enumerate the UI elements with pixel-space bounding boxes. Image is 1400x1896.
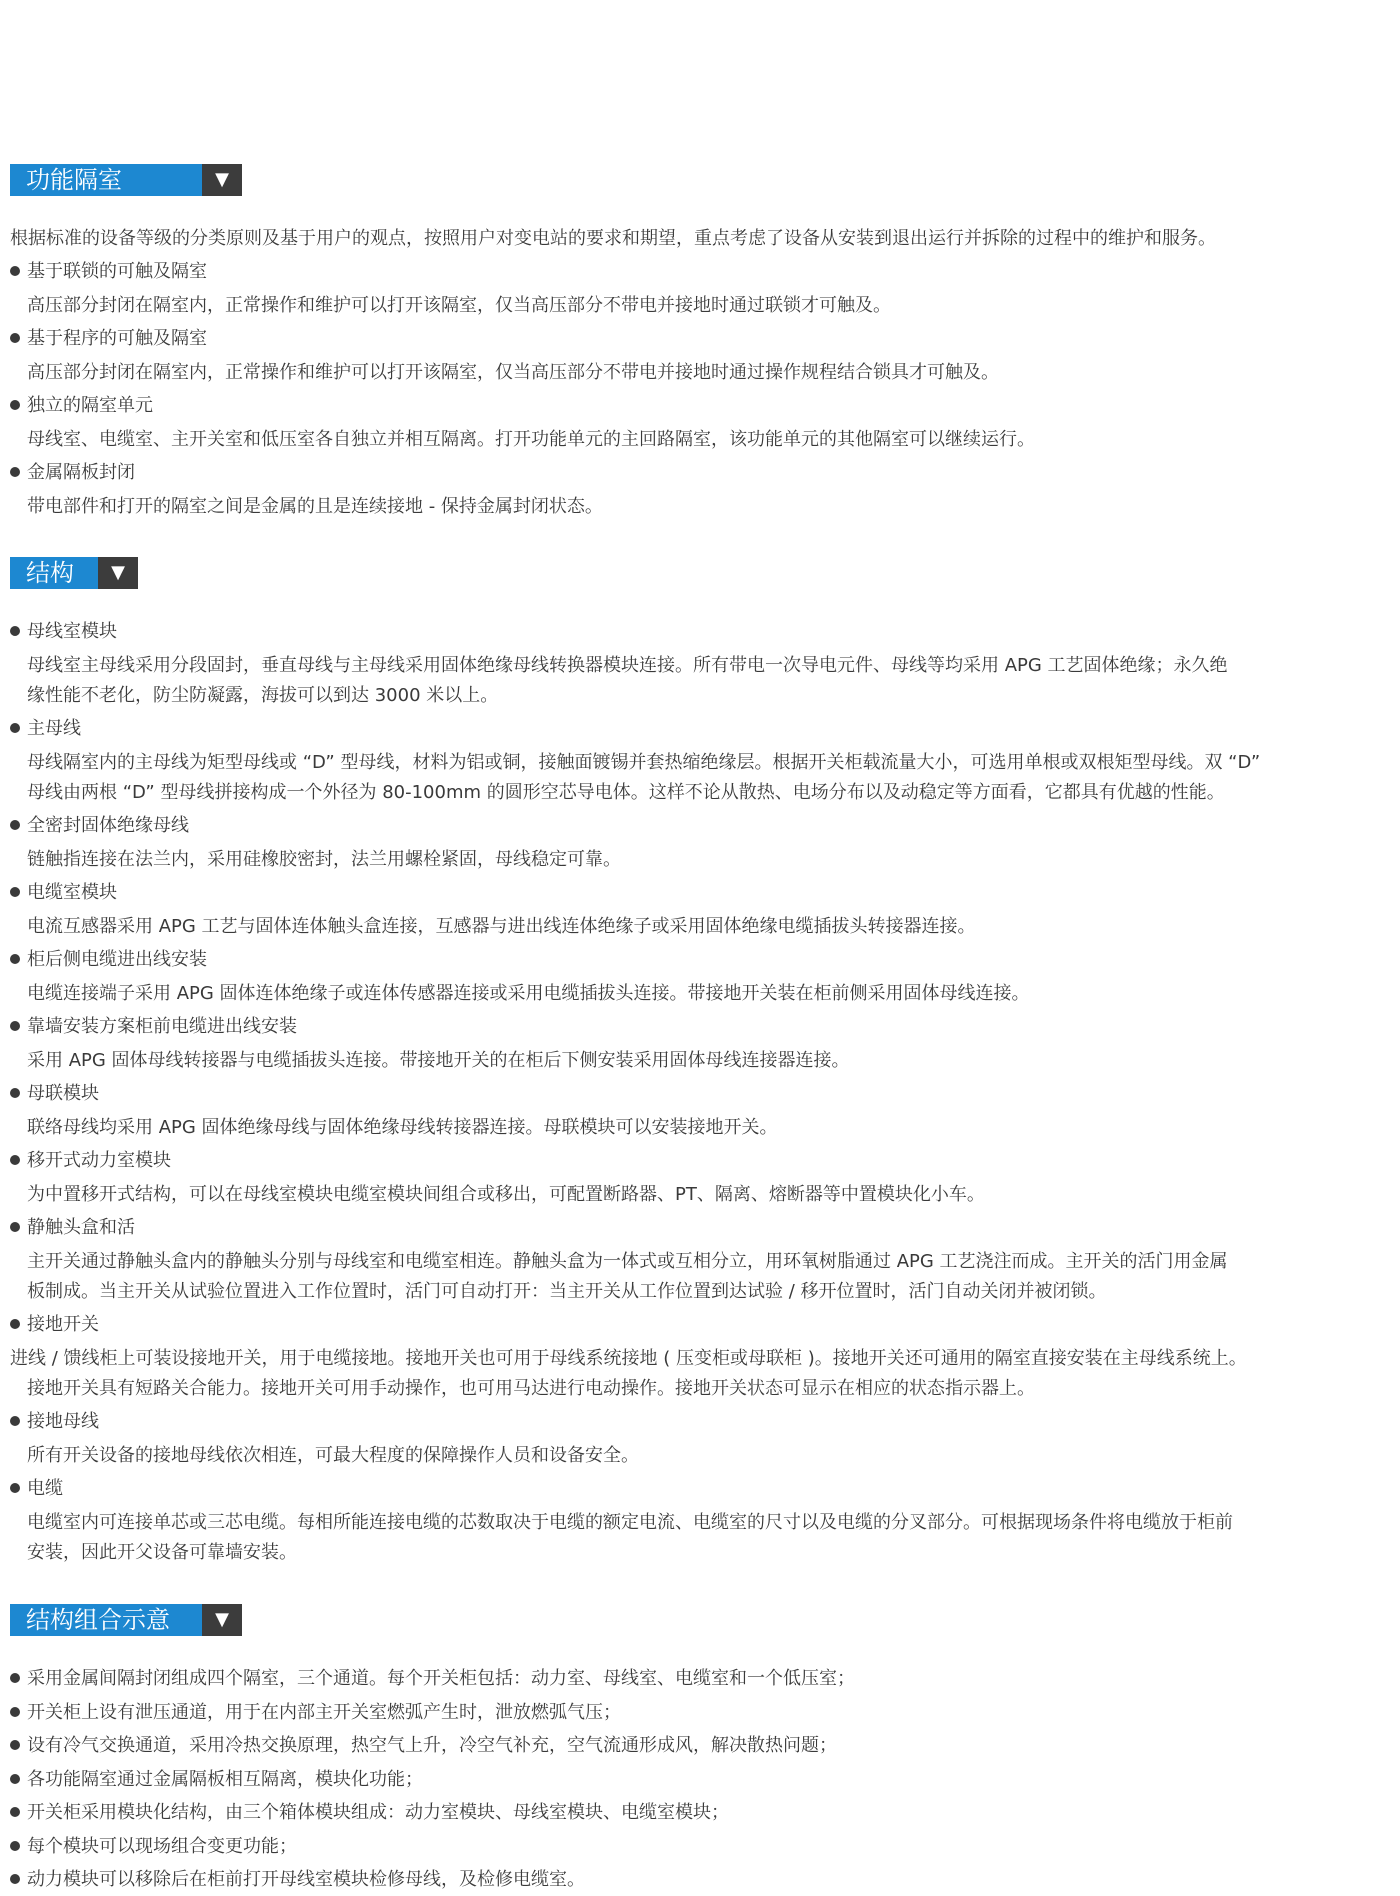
dropdown-arrow-icon[interactable]: ▼ (202, 1604, 242, 1636)
bullet-icon (10, 400, 20, 410)
list-item (10, 809, 189, 842)
bullet-icon (10, 1021, 20, 1031)
bullet-icon (10, 1874, 20, 1884)
item-text: 动力模块可以移除后在柜前打开母线室模块检修母线，及检修电缆室。 (27, 1869, 585, 1890)
item-description: 板制成。当主开关从试验位置进入工作位置时，活门可自动打开：当主开关从工作位置到达试验 / 移开位置时，活门自动关闭并被闭锁。 (27, 1281, 1107, 1302)
list-item (10, 1144, 171, 1177)
item-heading: 全密封固体绝缘母线 (27, 815, 189, 836)
item-heading: 移开式动力室模块 (27, 1150, 171, 1171)
item-heading: 金属隔板封闭 (27, 462, 135, 483)
item-heading: 母线室模块 (27, 621, 117, 642)
section-header[interactable] (10, 557, 138, 589)
item-description: 母线由两根 “D” 型母线拼接构成一个外径为 80-100mm 的圆形空芯导电体。这样不论从散热、电场分布以及动稳定等方面看，它都具有优越的性能。 (27, 782, 1225, 803)
bullet-icon (10, 1807, 20, 1817)
bullet-icon (10, 1483, 20, 1493)
bullet-icon (10, 1088, 20, 1098)
section-title: 结构 (10, 557, 98, 589)
bullet-icon (10, 1319, 20, 1329)
item-description: 母线室主母线采用分段固封，垂直母线与主母线采用固体绝缘母线转换器模块连接。所有带电一次导电元件、母线等均采用 APG 工艺固体绝缘；永久绝 (27, 655, 1228, 676)
item-description: 主开关通过静触头盒内的静触头分别与母线室和电缆室相连。静触头盒为一体式或互相分立，用环氧树脂通过 APG 工艺浇注而成。主开关的活门用金属 (27, 1251, 1228, 1272)
list-item (10, 322, 207, 355)
item-description: 电缆室内可连接单芯或三芯电缆。每相所能连接电缆的芯数取决于电缆的额定电流、电缆室的尺寸以及电缆的分叉部分。可根据现场条件将电缆放于柜前 (27, 1512, 1233, 1533)
item-text: 各功能隔室通过金属隔板相互隔离，模块化功能； (27, 1769, 423, 1790)
list-item (10, 1696, 621, 1729)
item-description: 电缆连接端子采用 APG 固体连体绝缘子或连体传感器连接或采用电缆插拔头连接。带接地开关装在柜前侧采用固体母线连接。 (27, 983, 1030, 1004)
list-item (10, 876, 117, 909)
bullet-icon (10, 1155, 20, 1165)
item-description: 高压部分封闭在隔室内，正常操作和维护可以打开该隔室，仅当高压部分不带电并接地时通过联锁才可触及。 (27, 295, 891, 316)
item-description: 电流互感器采用 APG 工艺与固体连体触头盒连接，互感器与进出线连体绝缘子或采用固体绝缘电缆插拔头转接器连接。 (27, 916, 976, 937)
item-description: 母线室、电缆室、主开关室和低压室各自独立并相互隔离。打开功能单元的主回路隔室，该功能单元的其他隔室可以继续运行。 (27, 429, 1035, 450)
item-description: 带电部件和打开的隔室之间是金属的且是连续接地 - 保持金属封闭状态。 (27, 496, 603, 517)
item-heading: 独立的隔室单元 (27, 395, 153, 416)
item-description: 链触指连接在法兰内，采用硅橡胶密封，法兰用螺栓紧固，母线稳定可靠。 (27, 849, 621, 870)
bullet-icon (10, 467, 20, 477)
list-item (10, 1308, 99, 1341)
dropdown-arrow-icon[interactable]: ▼ (98, 557, 138, 589)
item-heading: 接地开关 (27, 1314, 99, 1335)
list-item (10, 1830, 297, 1863)
list-item (10, 1863, 585, 1896)
section-header[interactable] (10, 164, 242, 196)
bullet-icon (10, 1673, 20, 1683)
list-item (10, 615, 117, 648)
list-item (10, 389, 153, 422)
item-description: 接地开关具有短路关合能力。接地开关可用手动操作，也可用马达进行电动操作。接地开关状态可显示在相应的状态指示器上。 (27, 1378, 1035, 1399)
list-item (10, 1010, 297, 1043)
item-heading: 柜后侧电缆进出线安装 (27, 949, 207, 970)
bullet-icon (10, 1222, 20, 1232)
item-text: 设有冷气交换通道，采用冷热交换原理，热空气上升，冷空气补充，空气流通形成风，解决散热问题； (27, 1735, 837, 1756)
list-item (10, 1729, 837, 1762)
list-item (10, 1405, 99, 1438)
bullet-icon (10, 954, 20, 964)
list-item (10, 456, 135, 489)
bullet-icon (10, 887, 20, 897)
item-description: 缘性能不老化，防尘防凝露，海拔可以到达 3000 米以上。 (27, 685, 499, 706)
item-heading: 接地母线 (27, 1411, 99, 1432)
dropdown-arrow-icon[interactable]: ▼ (202, 164, 242, 196)
list-item (10, 1472, 63, 1505)
item-text: 开关柜上设有泄压通道，用于在内部主开关室燃弧产生时，泄放燃弧气压； (27, 1702, 621, 1723)
item-description: 进线 / 馈线柜上可装设接地开关，用于电缆接地。接地开关也可用于母线系统接地 ( 压变柜或母联柜 )。接地开关还可通用的隔室直接安装在主母线系统上。 (10, 1348, 1247, 1369)
bullet-icon (10, 1740, 20, 1750)
list-item (10, 1763, 423, 1796)
bullet-icon (10, 1416, 20, 1426)
bullet-icon (10, 1707, 20, 1717)
item-heading: 电缆 (27, 1478, 63, 1499)
item-description: 安装，因此开父设备可靠墙安装。 (27, 1542, 297, 1563)
item-heading: 静触头盒和活 (27, 1217, 135, 1238)
item-text: 采用金属间隔封闭组成四个隔室，三个通道。每个开关柜包括：动力室、母线室、电缆室和一个低压室； (27, 1668, 855, 1689)
list-item (10, 1796, 729, 1829)
bullet-icon (10, 626, 20, 636)
bullet-icon (10, 266, 20, 276)
item-heading: 靠墙安装方案柜前电缆进出线安装 (27, 1016, 297, 1037)
section-title: 结构组合示意 (10, 1604, 202, 1636)
bullet-icon (10, 820, 20, 830)
item-heading: 电缆室模块 (27, 882, 117, 903)
item-heading: 基于程序的可触及隔室 (27, 328, 207, 349)
section-title: 功能隔室 (10, 164, 202, 196)
item-description: 所有开关设备的接地母线依次相连，可最大程度的保障操作人员和设备安全。 (27, 1445, 639, 1466)
list-item (10, 1662, 855, 1695)
section-intro: 根据标准的设备等级的分类原则及基于用户的观点，按照用户对变电站的要求和期望，重点考虑了设备从安装到退出运行并拆除的过程中的维护和服务。 (10, 228, 1216, 249)
item-description: 采用 APG 固体母线转接器与电缆插拔头连接。带接地开关的在柜后下侧安装采用固体母线连接器连接。 (27, 1050, 850, 1071)
item-description: 高压部分封闭在隔室内，正常操作和维护可以打开该隔室，仅当高压部分不带电并接地时通过操作规程结合锁具才可触及。 (27, 362, 999, 383)
item-heading: 主母线 (27, 718, 81, 739)
item-text: 每个模块可以现场组合变更功能； (27, 1836, 297, 1857)
item-heading: 基于联锁的可触及隔室 (27, 261, 207, 282)
bullet-icon (10, 1841, 20, 1851)
bullet-icon (10, 723, 20, 733)
item-description: 母线隔室内的主母线为矩型母线或 “D” 型母线，材料为铝或铜，接触面镀锡并套热缩绝缘层。根据开关柜载流量大小，可选用单根或双根矩型母线。双 “D” (27, 752, 1261, 773)
bullet-icon (10, 333, 20, 343)
list-item (10, 1077, 99, 1110)
bullet-icon (10, 1774, 20, 1784)
section-header[interactable] (10, 1604, 242, 1636)
list-item (10, 943, 207, 976)
item-description: 为中置移开式结构，可以在母线室模块电缆室模块间组合或移出，可配置断路器、PT、隔离、熔断器等中置模块化小车。 (27, 1184, 985, 1205)
item-description: 联络母线均采用 APG 固体绝缘母线与固体绝缘母线转接器连接。母联模块可以安装接地开关。 (27, 1117, 778, 1138)
list-item (10, 712, 81, 745)
list-item (10, 1211, 135, 1244)
item-text: 开关柜采用模块化结构，由三个箱体模块组成：动力室模块、母线室模块、电缆室模块； (27, 1802, 729, 1823)
list-item (10, 255, 207, 288)
item-heading: 母联模块 (27, 1083, 99, 1104)
